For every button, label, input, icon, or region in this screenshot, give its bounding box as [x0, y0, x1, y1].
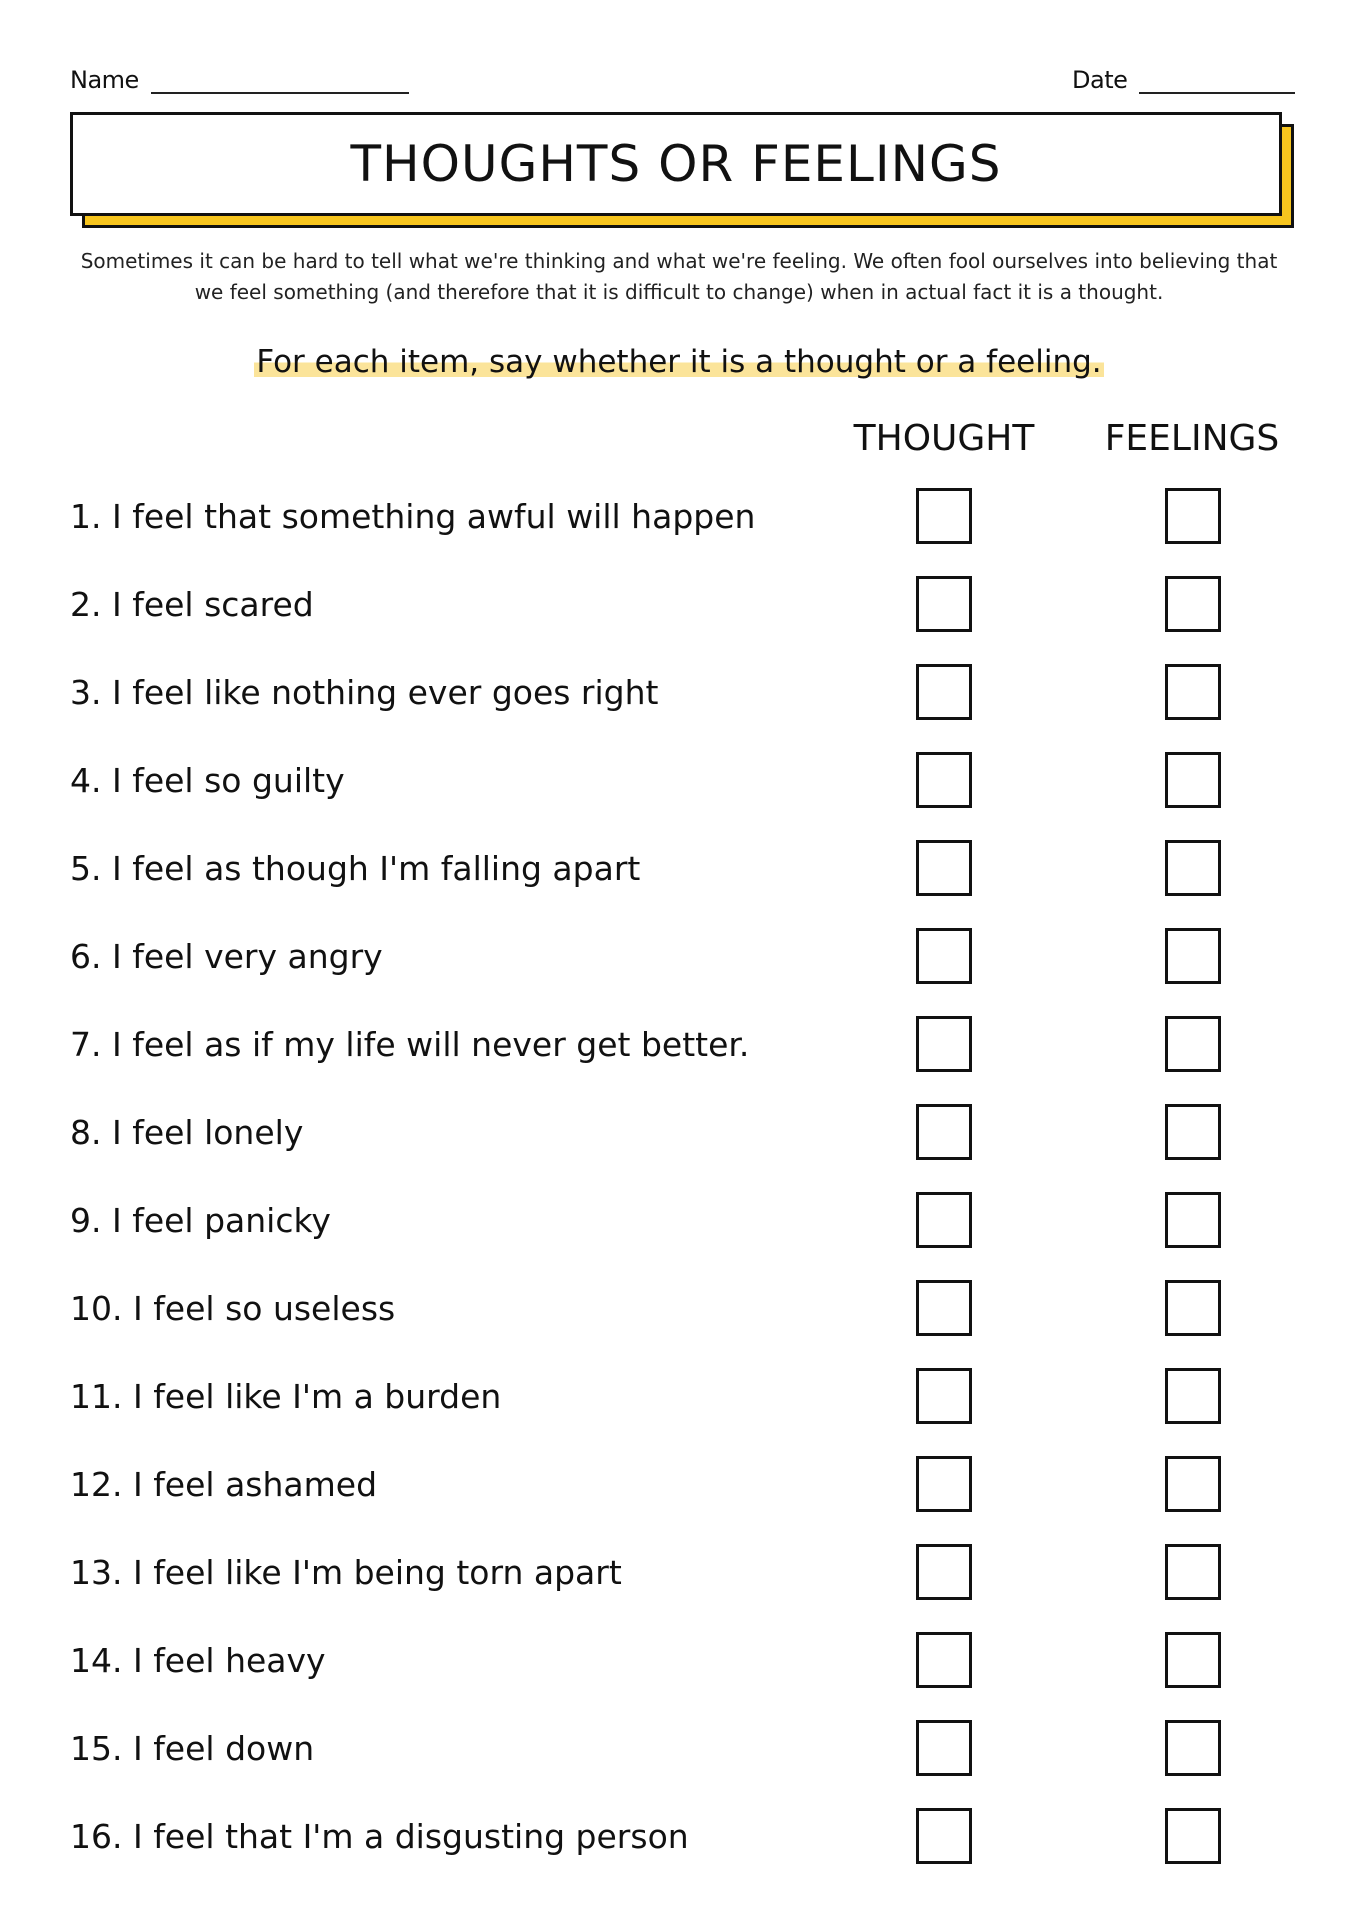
list-item: [0, 576, 1358, 664]
thought-checkbox[interactable]: [916, 1016, 972, 1072]
name-label: Name: [70, 66, 139, 94]
thought-checkbox[interactable]: [916, 1808, 972, 1864]
thought-checkbox[interactable]: [916, 1544, 972, 1600]
list-item: [0, 840, 1358, 928]
list-item: [0, 1720, 1358, 1808]
thought-checkbox[interactable]: [916, 576, 972, 632]
list-item: [0, 1016, 1358, 1104]
feeling-checkbox[interactable]: [1165, 1456, 1221, 1512]
feeling-checkbox[interactable]: [1165, 1632, 1221, 1688]
feeling-checkbox[interactable]: [1165, 752, 1221, 808]
list-item: [0, 1280, 1358, 1368]
item-text: 12. I feel ashamed: [70, 1465, 378, 1504]
feeling-checkbox[interactable]: [1165, 1808, 1221, 1864]
list-item: [0, 1368, 1358, 1456]
thought-checkbox[interactable]: [916, 1368, 972, 1424]
thought-checkbox[interactable]: [916, 928, 972, 984]
item-text: 14. I feel heavy: [70, 1641, 326, 1680]
item-text: 3. I feel like nothing ever goes right: [70, 673, 659, 712]
thought-checkbox[interactable]: [916, 1104, 972, 1160]
item-text: 8. I feel lonely: [70, 1113, 304, 1152]
feeling-checkbox[interactable]: [1165, 488, 1221, 544]
name-field: [70, 66, 409, 94]
list-item: [0, 1632, 1358, 1720]
intro-paragraph: Sometimes it can be hard to tell what we're thinking and what we're feeling. We often fool ourselves into believing that we feel something (and therefore that it is difficult to change) when in actual fact it is a thought.: [80, 249, 1278, 304]
item-text: 5. I feel as though I'm falling apart: [70, 849, 641, 888]
item-text: 13. I feel like I'm being torn apart: [70, 1553, 622, 1592]
item-text: 11. I feel like I'm a burden: [70, 1377, 502, 1416]
item-text: 16. I feel that I'm a disgusting person: [70, 1817, 689, 1856]
item-text: 6. I feel very angry: [70, 937, 383, 976]
title-banner: [70, 112, 1288, 222]
feeling-checkbox[interactable]: [1165, 664, 1221, 720]
thought-checkbox[interactable]: [916, 752, 972, 808]
list-item: [0, 1104, 1358, 1192]
title-box: [70, 112, 1282, 216]
list-item: [0, 664, 1358, 752]
column-header-thought: THOUGHT: [853, 418, 1035, 459]
list-item: [0, 1544, 1358, 1632]
item-text: 10. I feel so useless: [70, 1289, 396, 1328]
item-text: 4. I feel so guilty: [70, 761, 345, 800]
feeling-checkbox[interactable]: [1165, 1016, 1221, 1072]
instruction: [0, 344, 1358, 380]
list-item: [0, 752, 1358, 840]
date-label: Date: [1072, 66, 1128, 94]
feeling-checkbox[interactable]: [1165, 1192, 1221, 1248]
thought-checkbox[interactable]: [916, 1192, 972, 1248]
item-text: 7. I feel as if my life will never get better.: [70, 1025, 750, 1064]
thought-checkbox[interactable]: [916, 1720, 972, 1776]
feeling-checkbox[interactable]: [1165, 1720, 1221, 1776]
page-title: THOUGHTS OR FEELINGS: [350, 135, 1002, 193]
instruction-text: For each item, say whether it is a thought or a feeling.: [256, 344, 1102, 380]
feeling-checkbox[interactable]: [1165, 928, 1221, 984]
item-text: 1. I feel that something awful will happen: [70, 497, 756, 536]
list-item: [0, 488, 1358, 576]
item-text: 15. I feel down: [70, 1729, 315, 1768]
thought-checkbox[interactable]: [916, 1632, 972, 1688]
thought-checkbox[interactable]: [916, 488, 972, 544]
thought-checkbox[interactable]: [916, 1456, 972, 1512]
feeling-checkbox[interactable]: [1165, 1104, 1221, 1160]
date-blank-line[interactable]: [1139, 70, 1295, 94]
thought-checkbox[interactable]: [916, 1280, 972, 1336]
date-field: [1072, 66, 1295, 94]
item-text: 2. I feel scared: [70, 585, 314, 624]
column-header-feelings: FEELINGS: [1104, 418, 1280, 459]
list-item: [0, 1808, 1358, 1896]
feeling-checkbox[interactable]: [1165, 576, 1221, 632]
list-item: [0, 1192, 1358, 1280]
feeling-checkbox[interactable]: [1165, 1368, 1221, 1424]
item-text: 9. I feel panicky: [70, 1201, 331, 1240]
feeling-checkbox[interactable]: [1165, 1544, 1221, 1600]
list-item: [0, 928, 1358, 1016]
thought-checkbox[interactable]: [916, 840, 972, 896]
list-item: [0, 1456, 1358, 1544]
feeling-checkbox[interactable]: [1165, 840, 1221, 896]
name-blank-line[interactable]: [151, 70, 409, 94]
thought-checkbox[interactable]: [916, 664, 972, 720]
feeling-checkbox[interactable]: [1165, 1280, 1221, 1336]
